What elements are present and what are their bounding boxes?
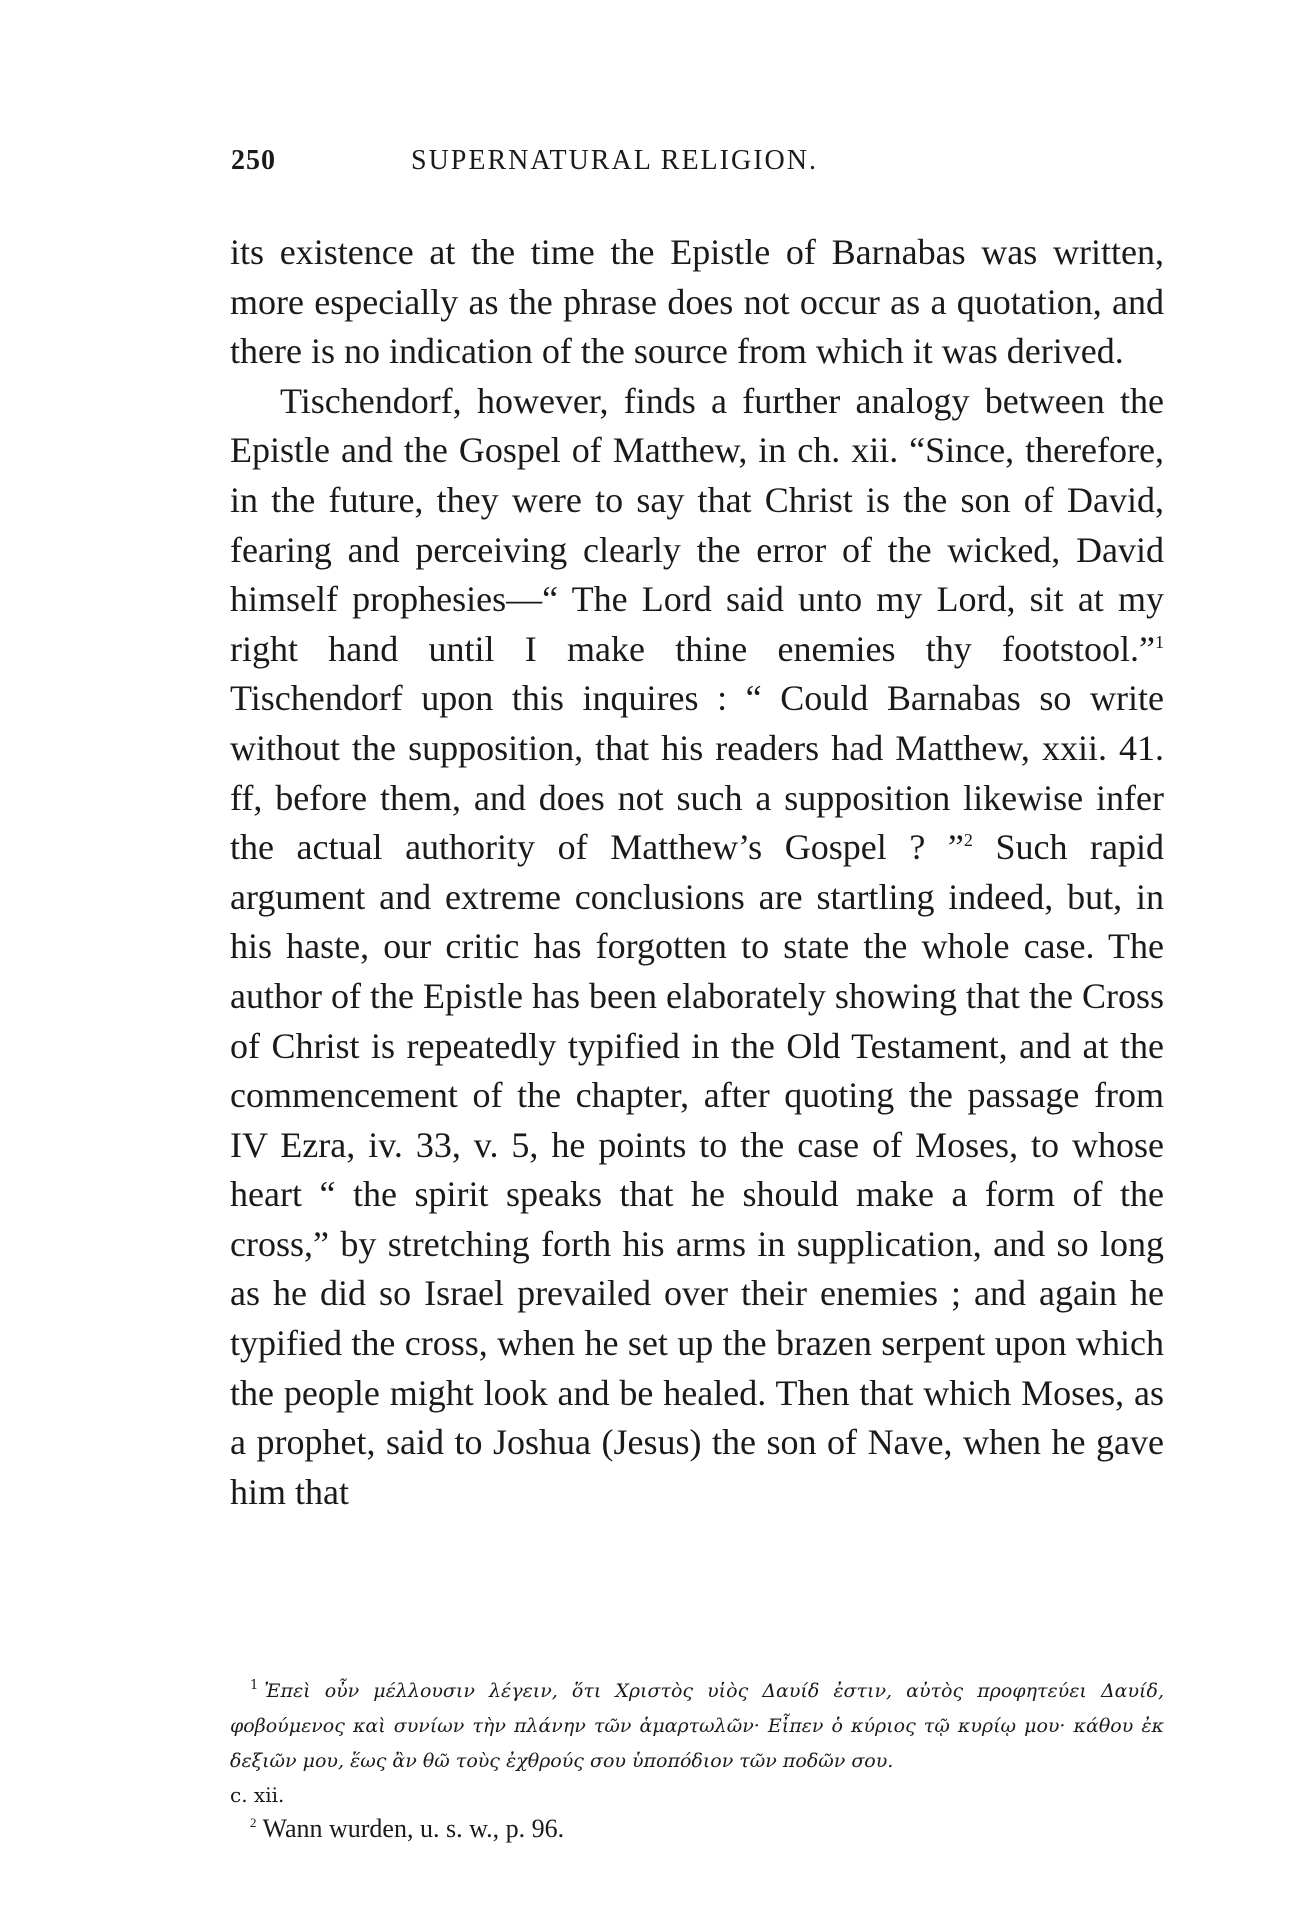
footnote-ref-2[interactable]: 2 — [963, 830, 973, 851]
paragraph-tischendorf — [230, 377, 1164, 1518]
paragraph-text: Such rapid argument and extreme conclusions are startling indeed, but, in his haste, our critic has forgotten to state the whole case. The author of the Epistle has been elaborately showing that the Cross of Christ is repeatedly typified in the Old Testament, and at the commencement of the chapter, after quoting the passage from IV Ezra, iv. 33, v. 5, he points to the case of Moses, to whose heart “ the spirit speaks that he should make a form of the cross,” by stretching forth his arms in supplication, and so long as he did so Israel prevailed over their enemies ; and again he typified the cross, when he set up the brazen serpent upon which the people might look and be healed. Then that which Moses, as a prophet, said to Joshua (Jesus) the son of Nave, when he gave him that — [230, 827, 1165, 1512]
footnote-1 — [230, 1673, 1164, 1812]
paragraph-text: its existence at the time the Epistle of Barnabas was written, more especially as the phrase does not occur as a quotation, and there is no indication of the source from which it was derived. — [230, 232, 1164, 372]
footnote-marker: 2 — [250, 1815, 257, 1831]
footnote-ref-1[interactable]: 1 — [1155, 631, 1164, 652]
paragraph-text: Tischendorf upon this inquires : “ Could Barnabas so write without the supposition, that his readers had Matthew, xxii. 41. ff, before them, and does not such a supposition likewise infer the actual authority of Matthew’s Gospel ? ” — [230, 678, 1164, 868]
footnote-greek-quote: Ἐπεὶ οὖν μέλλουσιν λέγειν, ὅτι Χριστὸς υἱὸς Δαυίδ ἐστιν, αὐτὸς προφητεύει Δαυίδ, φοβούμενος καὶ συνίων τὴν πλάνην τῶν ἁμαρτωλῶν· Εἶπεν ὁ κύριος τῷ κυρίῳ μου· κάθου ἐκ δεξιῶν μου, ἕως ἂν θῶ τοὺς ἐχθρούς σου ὑποπόδιον τῶν ποδῶν σου. — [230, 1680, 1164, 1772]
page-number: 250 — [231, 145, 276, 176]
paragraph-text: Tischendorf, however, finds a further analogy between the Epistle and the Gospel of Matthew, in ch. xii. “Since, therefore, in the future, they were to say that Christ is the son of David, fearing and perceiving clearly the error of the wicked, David himself prophesies—“ The Lord said unto my Lord, sit at my right hand until I make thine enemies thy footstool.” — [230, 380, 1164, 669]
running-head — [231, 145, 1161, 185]
footnotes — [230, 1673, 1164, 1846]
paragraph-continuation — [230, 228, 1164, 377]
body-text — [230, 228, 1164, 1517]
running-title: SUPERNATURAL RELIGION. — [411, 145, 818, 176]
footnote-marker: 1 — [250, 1678, 259, 1694]
footnote-2 — [230, 1812, 1164, 1846]
footnote-reference: c. xii. — [230, 1783, 285, 1807]
footnote-text: Wann wurden, u. s. w., p. 96. — [262, 1814, 565, 1843]
